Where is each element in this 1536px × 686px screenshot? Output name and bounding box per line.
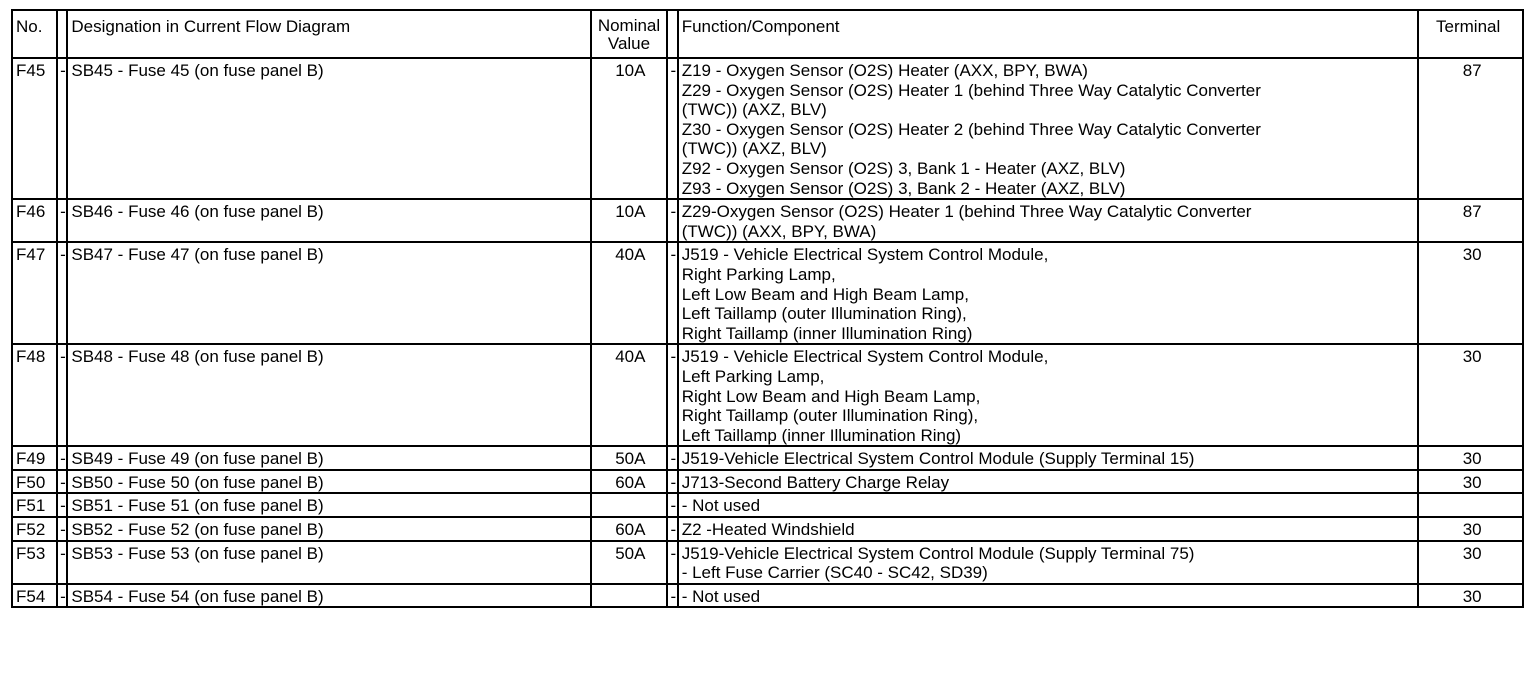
separator: - [667,517,677,541]
separator: - [57,517,67,541]
separator: - [57,344,67,446]
function-line: Right Taillamp (outer Illumination Ring), [681,406,979,426]
separator: - [667,541,677,584]
function-line: Z29 - Oxygen Sensor (O2S) Heater 1 (behind Three Way Catalytic Converter [681,80,1261,100]
function-line: (TWC)) (AXZ, BLV) [681,100,827,120]
function-component [678,58,1419,199]
header-no: No. [12,10,57,58]
separator: - [667,242,677,344]
nominal-value: 40A [591,344,668,446]
nominal-value [591,584,668,608]
table-row [12,58,1523,199]
fuse-number: F46 [12,199,57,242]
terminal: 30 [1418,541,1523,584]
terminal: 30 [1418,517,1523,541]
separator: - [667,199,677,242]
designation: SB49 - Fuse 49 (on fuse panel B) [67,446,590,470]
table-row [12,242,1523,344]
function-component [678,344,1419,446]
designation: SB51 - Fuse 51 (on fuse panel B) [67,493,590,517]
separator: - [667,446,677,470]
terminal: 87 [1418,199,1523,242]
table-row [12,446,1523,470]
designation: SB48 - Fuse 48 (on fuse panel B) [67,344,590,446]
table-row [12,541,1523,584]
nominal-value: 50A [591,541,668,584]
separator: - [667,58,677,199]
function-line: Z29-Oxygen Sensor (O2S) Heater 1 (behind Three Way Catalytic Converter [681,202,1252,222]
nominal-value [591,493,668,517]
header-designation: Designation in Current Flow Diagram [67,10,590,58]
fuse-number: F52 [12,517,57,541]
header-separator [57,10,67,58]
function-component [678,242,1419,344]
header-nominal-value: Nominal Value [591,10,668,58]
separator: - [667,584,677,608]
separator: - [57,242,67,344]
header-terminal: Terminal [1418,10,1523,58]
function-line: Left Taillamp (inner Illumination Ring) [681,425,962,445]
function-component [678,493,1419,517]
separator: - [57,199,67,242]
fuse-number: F45 [12,58,57,199]
function-component [678,541,1419,584]
separator: - [667,493,677,517]
designation: SB53 - Fuse 53 (on fuse panel B) [67,541,590,584]
fuse-number: F51 [12,493,57,517]
fuse-number: F54 [12,584,57,608]
function-line: (TWC)) (AXX, BPY, BWA) [681,221,877,241]
function-line: Left Parking Lamp, [681,366,825,386]
terminal [1418,493,1523,517]
separator: - [667,470,677,494]
table-row [12,470,1523,494]
function-component [678,517,1419,541]
designation: SB47 - Fuse 47 (on fuse panel B) [67,242,590,344]
nominal-value: 10A [591,58,668,199]
function-line: J713-Second Battery Charge Relay [681,472,950,492]
fuse-number: F50 [12,470,57,494]
fuse-number: F49 [12,446,57,470]
nominal-value: 60A [591,517,668,541]
designation: SB52 - Fuse 52 (on fuse panel B) [67,517,590,541]
fuse-number: F47 [12,242,57,344]
separator: - [57,541,67,584]
separator: - [57,470,67,494]
function-line: J519-Vehicle Electrical System Control Module (Supply Terminal 15) [681,449,1195,469]
header-separator [667,10,677,58]
fuse-table [11,9,1524,608]
nominal-value: 40A [591,242,668,344]
terminal: 30 [1418,344,1523,446]
separator: - [57,493,67,517]
header-row [12,10,1523,58]
function-line: Right Low Beam and High Beam Lamp, [681,386,981,406]
designation: SB54 - Fuse 54 (on fuse panel B) [67,584,590,608]
function-component [678,584,1419,608]
function-line: Right Taillamp (inner Illumination Ring) [681,323,973,343]
nominal-value: 10A [591,199,668,242]
nominal-value: 60A [591,470,668,494]
function-line: - Not used [681,586,761,606]
function-line: Z93 - Oxygen Sensor (O2S) 3, Bank 2 - Heater (AXZ, BLV) [681,178,1126,198]
function-component [678,470,1419,494]
terminal: 30 [1418,446,1523,470]
separator: - [57,584,67,608]
function-line: J519 - Vehicle Electrical System Control Module, [681,347,1049,367]
function-line: Left Taillamp (outer Illumination Ring), [681,304,967,324]
function-line: - Not used [681,496,761,516]
function-line: Z2 -Heated Windshield [681,520,855,540]
fuse-number: F48 [12,344,57,446]
designation: SB50 - Fuse 50 (on fuse panel B) [67,470,590,494]
function-line: Left Low Beam and High Beam Lamp, [681,284,969,304]
header-function-component: Function/Component [678,10,1419,58]
function-line: Z19 - Oxygen Sensor (O2S) Heater (AXX, BPY, BWA) [681,61,1088,80]
designation: SB46 - Fuse 46 (on fuse panel B) [67,199,590,242]
terminal: 30 [1418,242,1523,344]
function-line: Z92 - Oxygen Sensor (O2S) 3, Bank 1 - Heater (AXZ, BLV) [681,158,1126,178]
function-component [678,446,1419,470]
terminal: 87 [1418,58,1523,199]
function-line: (TWC)) (AXZ, BLV) [681,139,827,159]
table-row [12,199,1523,242]
table-row [12,493,1523,517]
table-row [12,517,1523,541]
function-component [678,199,1419,242]
terminal: 30 [1418,584,1523,608]
designation: SB45 - Fuse 45 (on fuse panel B) [67,58,590,199]
function-line: J519-Vehicle Electrical System Control Module (Supply Terminal 75) [681,543,1195,563]
table-row [12,344,1523,446]
function-line: J519 - Vehicle Electrical System Control Module, [681,245,1049,265]
table-row [12,584,1523,608]
separator: - [57,58,67,199]
terminal: 30 [1418,470,1523,494]
function-line: Right Parking Lamp, [681,264,836,284]
function-line: Z30 - Oxygen Sensor (O2S) Heater 2 (behind Three Way Catalytic Converter [681,119,1261,139]
separator: - [667,344,677,446]
separator: - [57,446,67,470]
function-line: - Left Fuse Carrier (SC40 - SC42, SD39) [681,563,988,583]
fuse-number: F53 [12,541,57,584]
nominal-value: 50A [591,446,668,470]
